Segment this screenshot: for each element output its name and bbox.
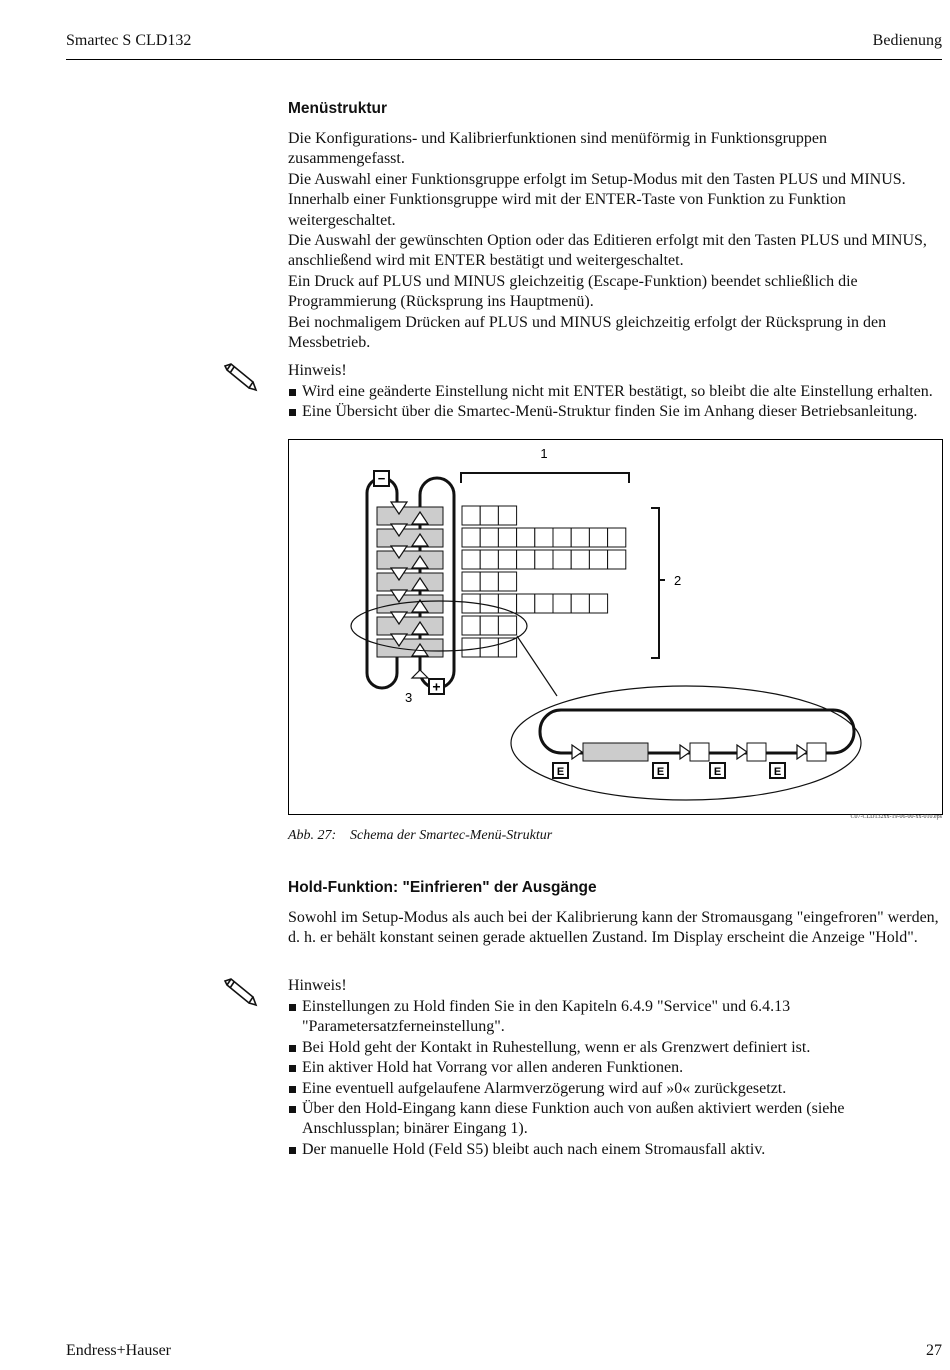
function-group-block (377, 617, 443, 635)
zoom-line (517, 636, 557, 696)
function-cell (462, 550, 480, 569)
function-cell (747, 743, 766, 761)
page-number: 27 (926, 1342, 942, 1359)
function-cell (553, 550, 571, 569)
function-cell (517, 550, 535, 569)
enter-key-label: E (556, 766, 565, 778)
list-item: Wird eine geänderte Einstellung nicht mit ENTER bestätigt, so bleibt die alte Einstellung erhalten. (288, 382, 944, 402)
function-cell (517, 594, 535, 613)
list-item: Eine eventuell aufgelaufene Alarmverzögerung wird auf »0« zurückgesetzt. (288, 1079, 944, 1099)
function-cell (498, 506, 516, 525)
function-cell (462, 616, 480, 635)
function-group-block (377, 639, 443, 657)
function-cell (608, 528, 626, 547)
function-group-block (377, 573, 443, 591)
enter-key-label: E (773, 766, 782, 778)
note-label: Hinweis! (288, 977, 347, 994)
note-label: Hinweis! (288, 362, 347, 379)
pencil-note-icon (222, 362, 258, 392)
function-cell (589, 528, 607, 547)
function-cells (462, 506, 626, 657)
figure-caption (288, 828, 552, 844)
function-cell (462, 506, 480, 525)
paragraph-line: Die Auswahl einer Funktionsgruppe erfolgt im Setup-Modus mit den Tasten PLUS und MINUS. (288, 170, 906, 188)
function-cell (571, 550, 589, 569)
function-cell (571, 528, 589, 547)
right-arrow-icon (680, 745, 690, 759)
figure-file-code: C07-CLD132xx-19-06-00-xx-010.eps (850, 814, 942, 820)
function-cell (480, 616, 498, 635)
hold-bullet-list (288, 997, 944, 1160)
function-cell (480, 506, 498, 525)
list-item: Ein aktiver Hold hat Vorrang vor allen anderen Funktionen. (288, 1058, 944, 1078)
label-three: 3 (405, 690, 413, 705)
menu-structure-figure (288, 439, 943, 815)
function-cell (535, 528, 553, 547)
caption-text: Schema der Smartec-Menü-Struktur (350, 828, 553, 843)
function-cell (462, 528, 480, 547)
hold-paragraph: Sowohl im Setup-Modus als auch bei der Kalibrierung kann der Stromausgang "eingefroren" werden, d. h. er behält konstant seinen gerade aktuellen Zustand. Im Display erscheint die Anzeige "Hold". (288, 909, 939, 947)
function-cell (589, 550, 607, 569)
function-group-block (377, 551, 443, 569)
paragraph-line: Die Auswahl der gewünschten Option oder das Editieren erfolgt mit den Tasten PLUS und MINUS, anschließend wird mit ENTER bestätigt und weitergeschaltet. (288, 232, 927, 270)
function-cell (608, 550, 626, 569)
header-rule (66, 59, 942, 60)
function-cell (480, 550, 498, 569)
function-cell (535, 550, 553, 569)
menu-structure-diagram (289, 440, 942, 814)
function-group-block (377, 507, 443, 525)
up-arrow-icon (412, 670, 428, 678)
minus-key-label: − (377, 471, 386, 486)
header-chapter: Bedienung (872, 32, 942, 49)
function-cell (807, 743, 826, 761)
function-cell (571, 594, 589, 613)
paragraph-line: Bei nochmaligem Drücken auf PLUS und MINUS gleichzeitig erfolgt der Rücksprung in den Messbetrieb. (288, 313, 887, 352)
paragraph-line: Ein Druck auf PLUS und MINUS gleichzeitig (Escape-Funktion) beendet schließlich die Programmierung (Rücksprung ins Hauptmenü). (288, 272, 858, 311)
function-cell (480, 572, 498, 591)
menu-structure-paragraph (288, 129, 943, 353)
footer-company: Endress+Hauser (66, 1342, 171, 1359)
right-arrow-icon (572, 745, 582, 759)
function-cell (553, 528, 571, 547)
bracket-groups (651, 508, 659, 658)
label-one: 1 (540, 446, 548, 461)
list-item: Eine Übersicht über die Smartec-Menü-Struktur finden Sie im Anhang dieser Betriebsanleitung. (288, 402, 944, 422)
enter-chain (553, 743, 826, 778)
function-cell (480, 594, 498, 613)
list-item: Der manuelle Hold (Feld S5) bleibt auch nach einem Stromausfall aktiv. (288, 1140, 944, 1160)
list-item: Einstellungen zu Hold finden Sie in den Kapiteln 6.4.9 "Service" und 6.4.13 "Parametersatzferneinstellung". (288, 997, 944, 1038)
pencil-note-icon (222, 977, 258, 1007)
list-item: Über den Hold-Eingang kann diese Funktion auch von außen aktiviert werden (siehe Anschlussplan; binärer Eingang 1). (288, 1099, 944, 1140)
section-title-menu-structure: Menüstruktur (288, 100, 388, 117)
right-arrow-icon (737, 745, 747, 759)
caption-number: Abb. 27: (288, 828, 337, 843)
paragraph-line: Innerhalb einer Funktionsgruppe wird mit der ENTER-Taste von Funktion zu Funktion weitergeschaltet. (288, 191, 846, 229)
plus-key-label: + (432, 678, 441, 695)
right-arrow-icon (797, 745, 807, 759)
function-cell (498, 638, 516, 657)
paragraph-line: Die Konfigurations- und Kalibrierfunktionen sind menüförmig in Funktionsgruppen zusammengefasst. (288, 130, 828, 168)
enter-key-label: E (713, 766, 722, 778)
function-cell (498, 572, 516, 591)
label-two: 2 (674, 573, 682, 588)
function-cell (498, 616, 516, 635)
function-group-block (377, 529, 443, 547)
function-group-column (377, 507, 443, 657)
function-cell (517, 528, 535, 547)
header-product: Smartec S CLD132 (66, 32, 192, 49)
function-cell (553, 594, 571, 613)
enter-key-label: E (656, 766, 665, 778)
function-group-block (377, 595, 443, 613)
function-cell (462, 572, 480, 591)
function-cell (690, 743, 709, 761)
function-cell (589, 594, 607, 613)
function-cell (498, 528, 516, 547)
function-cell (462, 638, 480, 657)
function-group-block (583, 743, 648, 761)
note-bullet-list (288, 382, 944, 423)
section-title-hold: Hold-Funktion: "Einfrieren" der Ausgänge (288, 879, 597, 896)
function-cell (480, 528, 498, 547)
function-cell (498, 550, 516, 569)
function-cell (535, 594, 553, 613)
brace-functions (461, 473, 629, 483)
list-item: Bei Hold geht der Kontakt in Ruhestellung, wenn er als Grenzwert definiert ist. (288, 1038, 944, 1058)
